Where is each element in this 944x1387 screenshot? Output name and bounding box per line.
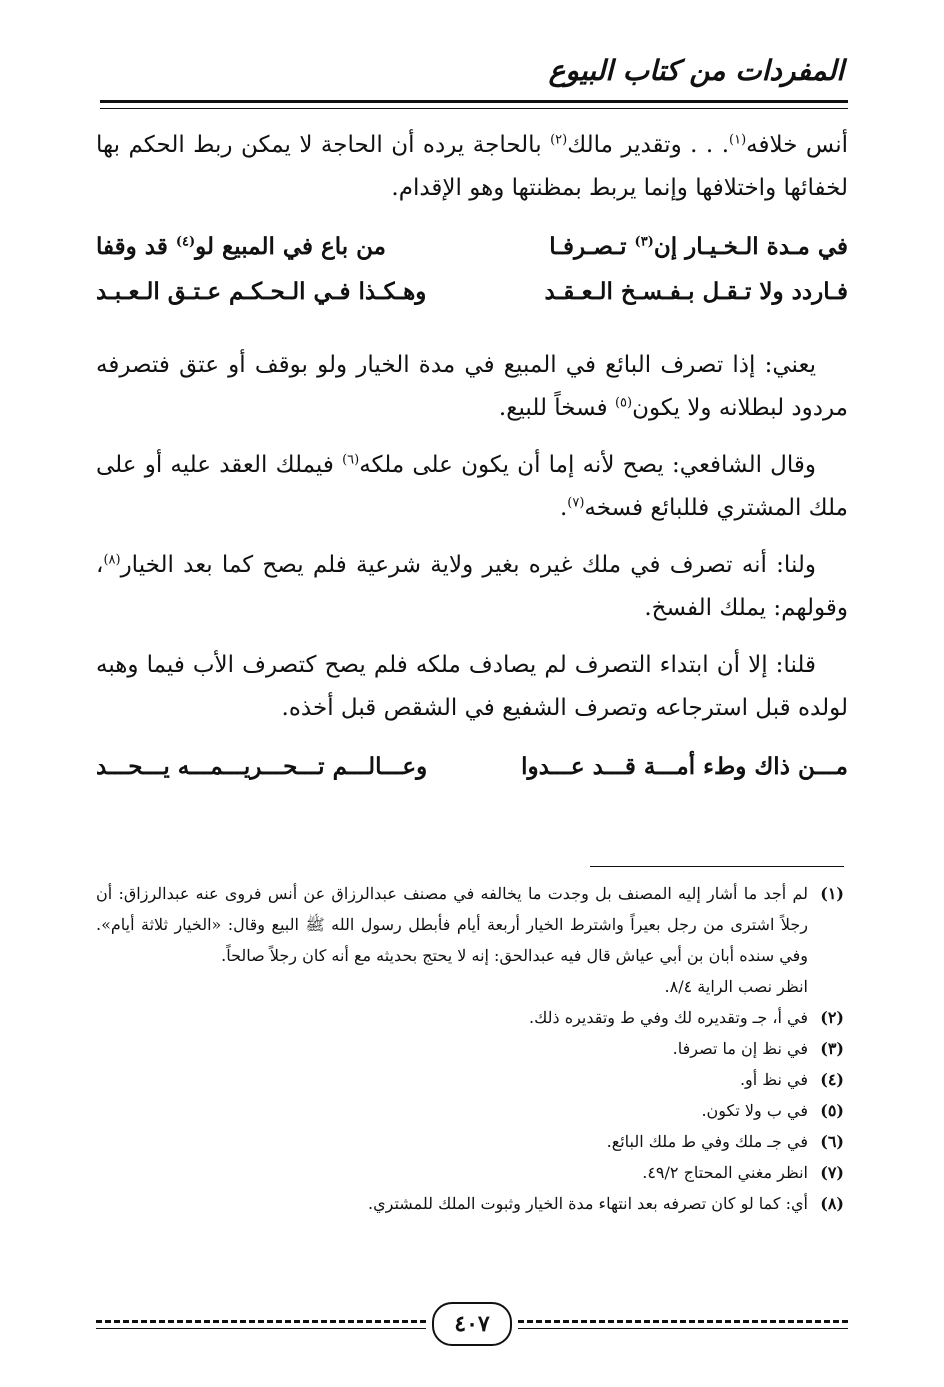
text-run: بالحاجة يرده أن الحاجة لا يمكن ربط الحكم بها لخفائها واختلافها وإنما يربط بمظنتها وهو الإقدام. (96, 132, 848, 201)
footer-rule (518, 1328, 848, 1329)
footnote-ref: (٤) (175, 234, 196, 250)
paragraph-1 (96, 124, 848, 210)
text-run: . . . وتقدير مالك (567, 132, 730, 158)
footnote-ref: (٦) (342, 452, 360, 468)
footnote-line: لم أجد ما أشار إليه المصنف بل وجدت ما يخالفه في مصنف عبدالرزاق عن أنس فروى عنه عبدالرزاق: أن رجلاً اشترى من رجل بعيراً واشترط الخيار أربعة أيام فأبطل رسول الله ﷺ البيع وقال: «الخيار ثلاثة أيام». وفي سنده أبان بن أبي عياش قال فيه عبدالحق: إنه لا يحتج بحديثه مع أنه كان رجلاً صالحاً. (96, 884, 808, 965)
footnote-text: في نظ أو. (739, 1070, 808, 1089)
verse-hemistich: فـاردد ولا تـقـل بـفـسـخ الـعـقـد (544, 278, 848, 305)
footnote-text: في أ، جـ وتقديره لك وفي ط وتقديره ذلك. (529, 1008, 808, 1027)
footnote-separator (590, 866, 844, 867)
footnotes (96, 878, 844, 1219)
footnote (96, 1095, 844, 1126)
verse-block-2 (96, 744, 848, 789)
footer-rule (96, 1328, 426, 1329)
footnote-ref: (٣) (634, 234, 654, 250)
text-run: في مـدة الـخـيـار إن (653, 233, 848, 260)
text-run: فيملك العقد عليه أو على ملك المشتري فللبائع فسخه (96, 452, 848, 521)
header-rule (100, 100, 848, 103)
verse-line (96, 269, 848, 314)
verse-hemistich (549, 224, 848, 269)
footnote-number: (٤) (820, 1070, 844, 1089)
text-run: من باع في المبيع لو (195, 233, 386, 260)
footnote-text: أي: كما لو كان تصرفه بعد انتهاء مدة الخيار وثبوت الملك للمشتري. (368, 1194, 808, 1213)
footnote-text: في نظ إن ما تصرفا. (672, 1039, 808, 1058)
footnote-number: (٧) (820, 1163, 844, 1182)
footnote-text: في جـ ملك وفي ط ملك البائع. (606, 1132, 808, 1151)
footnote-text: انظر مغني المحتاج ٤٩/٢. (642, 1163, 808, 1182)
footnote-ref: (٥) (614, 395, 633, 411)
footnote (96, 1033, 844, 1064)
main-text (96, 124, 848, 819)
footnote (96, 1188, 844, 1219)
paragraph-4 (96, 544, 848, 630)
footnote (96, 1157, 844, 1188)
header-rule-thin (100, 108, 848, 109)
text-run: قد وقفا (96, 233, 176, 260)
paragraph-5: قلنا: إلا أن ابتداء التصرف لم يصادف ملكه فلم يصح كتصرف الأب فيما وهبه لولده قبل استرجاعه وتصرف الشفيع في الشقص قبل أخذه. (96, 652, 848, 721)
footnote (96, 1064, 844, 1095)
footer-ornament (518, 1320, 848, 1323)
paragraph-3 (96, 444, 848, 530)
text-run: تـصـرفـا (549, 233, 635, 260)
footnote-number: (٥) (820, 1101, 844, 1120)
running-title: المفردات من كتاب البيوع (548, 54, 844, 87)
verse-line (96, 744, 848, 789)
text-run: أنس خلافه (746, 132, 848, 158)
footnote (96, 878, 844, 1002)
text-run: يعني: إذا تصرف البائع في المبيع في مدة الخيار ولو بوقف أو عتق فتصرفه مردود لبطلانه ولا يكون (96, 352, 848, 421)
footnote-line: انظر نصب الراية ٨/٤. (664, 977, 808, 996)
footnote-number: (١) (820, 884, 844, 903)
verse-block-1 (96, 224, 848, 314)
text-run: ولنا: أنه تصرف في ملك غيره بغير ولاية شرعية فلم يصح كما بعد الخيار (120, 552, 816, 578)
verse-line (96, 224, 848, 269)
verse-hemistich (96, 224, 386, 269)
footnote (96, 1126, 844, 1157)
footnote-number: (٨) (820, 1194, 844, 1213)
text-run: ، وقولهم: يملك الفسخ. (96, 552, 848, 621)
footnote-ref: (٨) (103, 552, 121, 568)
text-run: وقال الشافعي: يصح لأنه إما أن يكون على ملكه (359, 452, 816, 478)
footnote-ref: (٢) (550, 132, 568, 148)
footnote-number: (٦) (820, 1132, 844, 1151)
footnote (96, 1002, 844, 1033)
text-run: فسخاً للبيع. (498, 395, 615, 421)
footer-ornament (96, 1320, 426, 1323)
footnote-ref: (١) (729, 132, 747, 148)
footnote-text (96, 878, 808, 1002)
footnote-text: في ب ولا تكون. (701, 1101, 808, 1120)
verse-hemistich: وهـكـذا فـي الـحـكـم عـتـق الـعـبـد (96, 278, 427, 305)
text-run: . (559, 495, 568, 521)
footnote-ref: (٧) (567, 495, 585, 511)
paragraph-2 (96, 344, 848, 430)
page-footer (96, 1296, 848, 1346)
page-number: ٤٠٧ (432, 1302, 512, 1346)
verse-hemistich: وعـــالـــم تـــحـــريـــمـــه يـــحـــد (96, 753, 428, 780)
footnote-number: (٣) (820, 1039, 844, 1058)
footnote-number: (٢) (820, 1008, 844, 1027)
verse-hemistich: مـــن ذاك وطء أمـــة قـــد عـــدوا (521, 753, 848, 780)
